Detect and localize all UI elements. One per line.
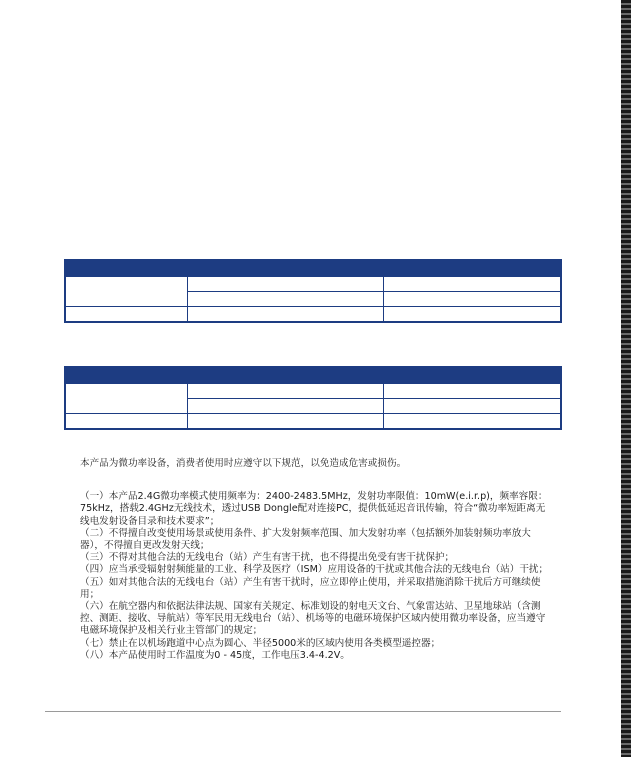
table-row	[65, 277, 561, 292]
notice-clause-8: （八）本产品使用时工作温度为0 - 45度，工作电压3.4-4.2V。	[80, 649, 350, 661]
table-cell	[187, 307, 383, 323]
table-header-cell	[65, 260, 187, 277]
table-cell	[187, 384, 383, 399]
footer-divider	[45, 711, 561, 712]
spec-table-2	[64, 366, 562, 430]
table-row	[65, 384, 561, 399]
table-header-cell	[383, 367, 561, 384]
table-cell	[383, 414, 561, 430]
table-row	[65, 307, 561, 323]
table-cell	[383, 399, 561, 414]
notice-intro: 本产品为微功率设备，消费者使用时应遵守以下规范，以免造成危害或损伤。	[80, 458, 407, 469]
page-edge-bar	[621, 0, 631, 757]
notice-clause-4: （四）应当承受辐射射频能量的工业、科学及医疗（ISM）应用设备的干扰或其他合法的无线电台（站）干扰；	[80, 564, 549, 576]
table-header-row	[65, 260, 561, 277]
table-cell	[187, 277, 383, 292]
table-header-cell	[187, 367, 383, 384]
table-cell	[65, 384, 187, 414]
table-cell	[65, 414, 187, 430]
table-cell	[383, 384, 561, 399]
table-cell	[187, 399, 383, 414]
table-cell	[65, 307, 187, 323]
table-cell	[383, 292, 561, 307]
table-cell	[65, 277, 187, 307]
notice-clause-7: （七）禁止在以机场跑道中心点为圆心、半径5000米的区域内使用各类模型遥控器；	[80, 637, 441, 649]
notice-clause-2: （二）不得擅自改变使用场景或使用条件、扩大发射频率范围、加大发射功率（包括额外加装射频功率放大器），不得擅自更改发射天线；	[80, 527, 531, 552]
notice-clause-1: （一）本产品2.4G微功率模式使用频率为：2400-2483.5MHz，发射功率限值：10mW(e.i.r.p)，频率容限：75kHz，搭载2.4GHz无线技术，透过USB Dongle配对连接PC，提供低延迟音讯传输，符合“微功率短距离无线电发射设备目录和技术要求”；	[80, 491, 548, 527]
table-cell	[187, 414, 383, 430]
regulatory-notice	[80, 458, 550, 662]
notice-clause-3: （三）不得对其他合法的无线电台（站）产生有害干扰，也不得提出免受有害干扰保护；	[80, 552, 455, 564]
table-header-row	[65, 367, 561, 384]
table-header-cell	[187, 260, 383, 277]
table-cell	[383, 277, 561, 292]
notice-clause-6: （六）在航空器内和依据法律法规、国家有关规定、标准划设的射电天文台、气象雷达站、卫星地球站（含测控、测距、接收、导航站）等军民用无线电台（站）、机场等的电磁环境保护区域内使用微功率设备，应当遵守电磁环境保护及相关行业主管部门的规定；	[80, 601, 546, 637]
spec-table-1	[64, 259, 562, 323]
table-header-cell	[383, 260, 561, 277]
table-cell	[187, 292, 383, 307]
table-row	[65, 414, 561, 430]
table-header-cell	[65, 367, 187, 384]
notice-clause-5: （五）如对其他合法的无线电台（站）产生有害干扰时，应立即停止使用，并采取措施消除干扰后方可继续使用；	[80, 576, 541, 600]
table-cell	[383, 307, 561, 323]
